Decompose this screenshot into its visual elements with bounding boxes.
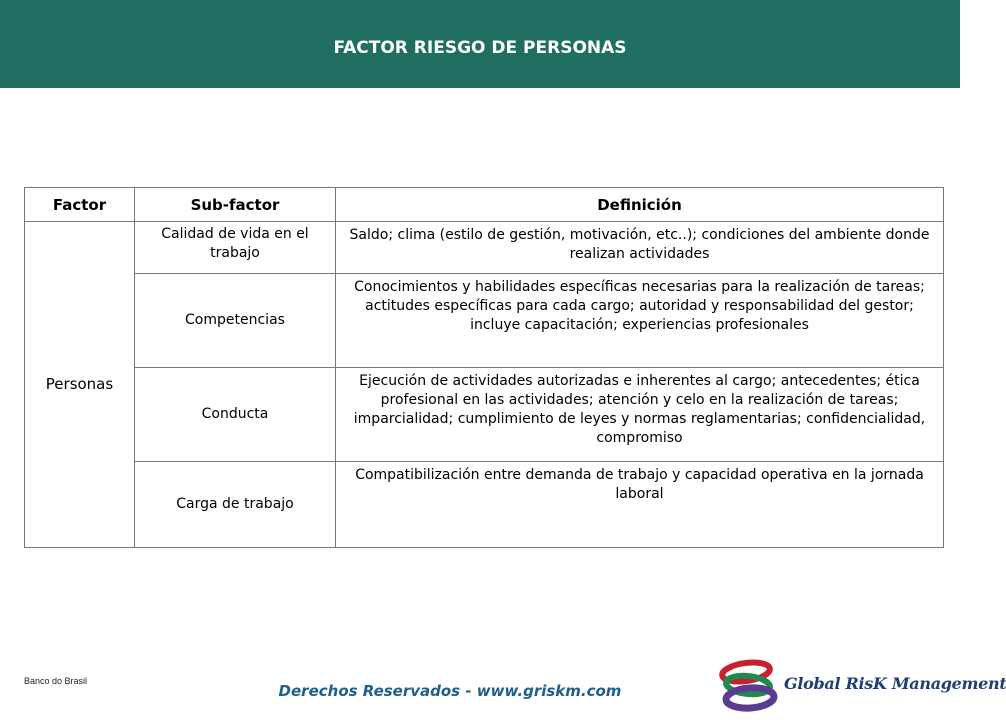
- definition-cell: Compatibilización entre demanda de trabajo y capacidad operativa en la jornada laboral: [336, 462, 944, 548]
- source-note: Banco do Brasil: [24, 676, 88, 686]
- definition-cell: Saldo; clima (estilo de gestión, motivación, etc..); condiciones del ambiente donde realizan actividades: [336, 222, 944, 274]
- copyright-notice: Derechos Reservados - www.griskm.com: [278, 682, 622, 700]
- risk-factor-table: [24, 187, 944, 548]
- table-row: [25, 222, 944, 274]
- logo-swirl-icon: [714, 658, 784, 714]
- table-header-row: [25, 188, 944, 222]
- column-header-definition: Definición: [336, 188, 944, 222]
- definition-cell: Ejecución de actividades autorizadas e inherentes al cargo; antecedentes; ética profesional en las actividades; atención y celo en la realización de tareas; imparcialidad; cumplimiento de leyes y normas reglamentarias; confidencialidad, compromiso: [336, 368, 944, 462]
- table-row: [25, 462, 944, 548]
- subfactor-cell: Conducta: [135, 368, 336, 462]
- table-row: [25, 368, 944, 462]
- risk-table-container: [24, 187, 944, 548]
- column-header-subfactor: Sub-factor: [135, 188, 336, 222]
- subfactor-cell: Competencias: [135, 274, 336, 368]
- subfactor-cell: Carga de trabajo: [135, 462, 336, 548]
- factor-cell: Personas: [25, 222, 135, 548]
- definition-cell: Conocimientos y habilidades específicas necesarias para la realización de tareas; actitudes específicas para cada cargo; autoridad y responsabilidad del gestor; incluye capacitación; experiencias profesionales: [336, 274, 944, 368]
- subfactor-cell: Calidad de vida en el trabajo: [135, 222, 336, 274]
- logo-text: Global RisK Management: [784, 674, 1006, 693]
- page-title: FACTOR RIESGO DE PERSONAS: [333, 38, 627, 58]
- title-bar: [0, 0, 960, 88]
- column-header-factor: Factor: [25, 188, 135, 222]
- company-logo: [714, 658, 1006, 714]
- table-row: [25, 274, 944, 368]
